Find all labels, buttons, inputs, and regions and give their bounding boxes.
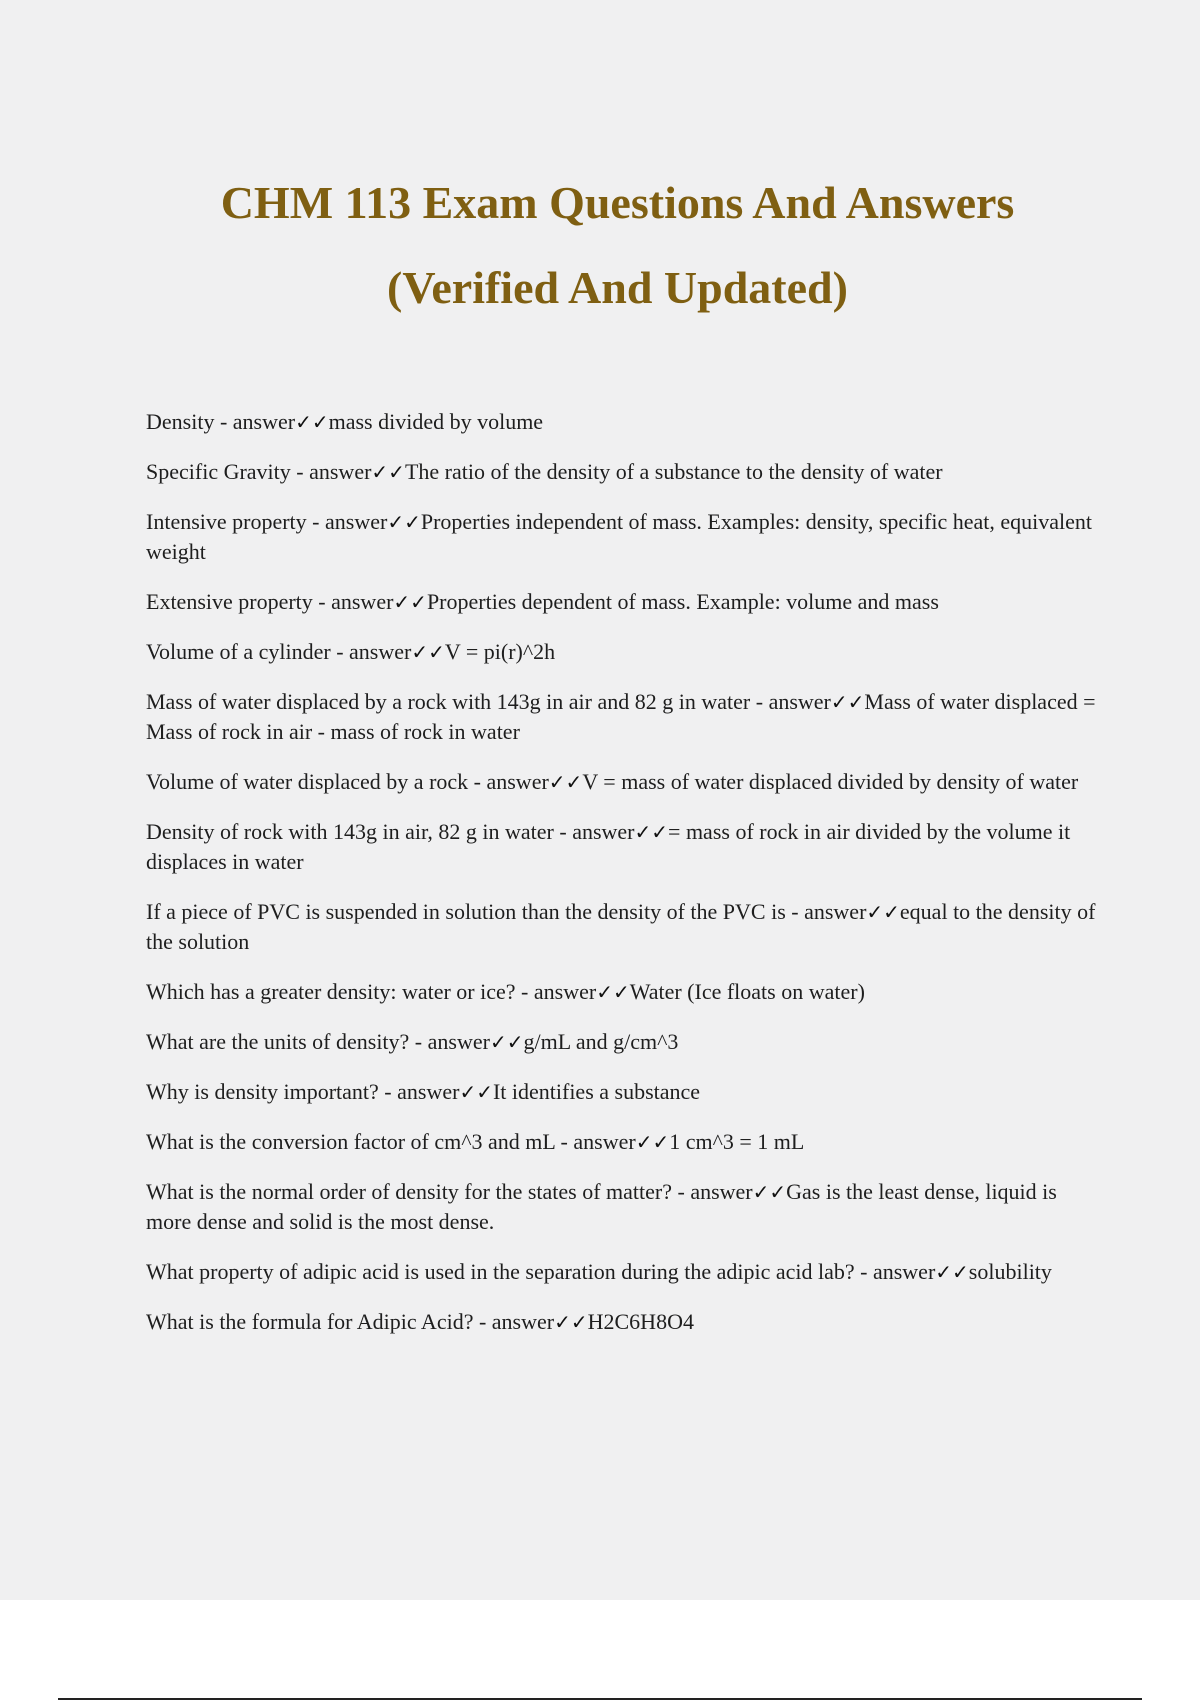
qa-item bbox=[146, 1027, 1096, 1057]
answer-label: answer bbox=[331, 589, 394, 614]
answer-label: answer bbox=[572, 819, 635, 844]
answer-text: Gas is the least dense, liquid is more dense and solid is the most dense. bbox=[146, 1179, 1057, 1234]
answer-label: answer bbox=[872, 1259, 936, 1284]
double-check-icon: ✓✓ bbox=[548, 770, 583, 794]
answer-label: answer bbox=[397, 1079, 460, 1104]
double-check-icon: ✓✓ bbox=[489, 1030, 524, 1054]
double-check-icon: ✓✓ bbox=[866, 900, 900, 924]
question-text: What is the conversion factor of cm^3 and mL - bbox=[146, 1129, 574, 1154]
answer-text: Properties dependent of mass. Example: volume and mass bbox=[426, 589, 939, 614]
answer-text: = mass of rock in air divided by the volume it displaces in water bbox=[146, 819, 1071, 874]
qa-item bbox=[146, 507, 1096, 567]
double-check-icon: ✓✓ bbox=[371, 460, 405, 484]
question-text: Density - bbox=[146, 409, 233, 434]
double-check-icon: ✓✓ bbox=[295, 410, 329, 434]
qa-item bbox=[146, 1307, 1096, 1337]
question-text: Why is density important? - bbox=[146, 1079, 398, 1104]
qa-item bbox=[146, 1127, 1096, 1157]
qa-item bbox=[146, 687, 1096, 747]
question-text: What property of adipic acid is used in the separation during the adipic acid lab? - bbox=[146, 1259, 873, 1284]
question-text: Which has a greater density: water or ice? - bbox=[146, 979, 534, 1004]
qa-list bbox=[146, 407, 1096, 1357]
qa-item bbox=[146, 407, 1096, 437]
qa-item bbox=[146, 637, 1096, 667]
double-check-icon: ✓✓ bbox=[459, 1080, 493, 1104]
answer-text: solubility bbox=[968, 1259, 1052, 1284]
document-title bbox=[0, 160, 1200, 330]
qa-item bbox=[146, 767, 1096, 797]
answer-label: answer bbox=[768, 689, 831, 714]
qa-item bbox=[146, 897, 1096, 957]
double-check-icon: ✓✓ bbox=[935, 1260, 969, 1284]
answer-text: Properties independent of mass. Examples: density, specific heat, equivalent weight bbox=[146, 509, 1093, 564]
answer-label: answer bbox=[533, 979, 597, 1004]
double-check-icon: ✓✓ bbox=[830, 690, 865, 714]
double-check-icon: ✓✓ bbox=[554, 1310, 588, 1334]
qa-item bbox=[146, 457, 1096, 487]
question-text: What is the normal order of density for the states of matter? - bbox=[146, 1179, 691, 1204]
answer-label: answer bbox=[232, 409, 296, 434]
answer-text: equal to the density of the solution bbox=[146, 899, 1096, 954]
answer-label: answer bbox=[690, 1179, 753, 1204]
question-text: Volume of a cylinder - bbox=[146, 639, 350, 664]
answer-text: It identifies a substance bbox=[492, 1079, 701, 1104]
answer-label: answer bbox=[804, 899, 867, 924]
answer-label: answer bbox=[427, 1029, 490, 1054]
answer-label: answer bbox=[573, 1129, 636, 1154]
answer-label: answer bbox=[325, 509, 388, 534]
double-check-icon: ✓✓ bbox=[635, 1130, 670, 1154]
answer-text: H2C6H8O4 bbox=[587, 1309, 694, 1334]
double-check-icon: ✓✓ bbox=[411, 640, 445, 664]
question-text: Extensive property - bbox=[146, 589, 332, 614]
qa-item bbox=[146, 587, 1096, 617]
title-line-1: CHM 113 Exam Questions And Answers bbox=[220, 177, 1015, 228]
question-text: Density of rock with 143g in air, 82 g in water - bbox=[146, 819, 573, 844]
question-text: What are the units of density? - bbox=[146, 1029, 428, 1054]
answer-text: V = mass of water displaced divided by density of water bbox=[582, 769, 1079, 794]
answer-text: 1 cm^3 = 1 mL bbox=[669, 1129, 805, 1154]
question-text: Intensive property - bbox=[146, 509, 325, 534]
question-text: Mass of water displaced by a rock with 143g in air and 82 g in water - bbox=[146, 689, 769, 714]
answer-text: mass divided by volume bbox=[328, 409, 544, 434]
question-text: What is the formula for Adipic Acid? - bbox=[146, 1309, 492, 1334]
double-check-icon: ✓✓ bbox=[752, 1180, 787, 1204]
double-check-icon: ✓✓ bbox=[634, 820, 669, 844]
qa-item bbox=[146, 1177, 1096, 1237]
answer-label: answer bbox=[349, 639, 412, 664]
question-text: Specific Gravity - bbox=[146, 459, 310, 484]
double-check-icon: ✓✓ bbox=[393, 590, 427, 614]
answer-text: Mass of water displaced = Mass of rock in air - mass of rock in water bbox=[146, 689, 1096, 744]
answer-label: answer bbox=[309, 459, 372, 484]
answer-label: answer bbox=[486, 769, 549, 794]
double-check-icon: ✓✓ bbox=[596, 980, 630, 1004]
answer-label: answer bbox=[491, 1309, 555, 1334]
title-line-2: (Verified And Updated) bbox=[387, 262, 848, 313]
qa-item bbox=[146, 1257, 1096, 1287]
qa-item bbox=[146, 977, 1096, 1007]
qa-item bbox=[146, 817, 1096, 877]
answer-text: The ratio of the density of a substance to the density of water bbox=[404, 459, 943, 484]
question-text: Volume of water displaced by a rock - bbox=[146, 769, 487, 794]
answer-text: g/mL and g/cm^3 bbox=[523, 1029, 679, 1054]
question-text: If a piece of PVC is suspended in solution than the density of the PVC is - bbox=[146, 899, 805, 924]
double-check-icon: ✓✓ bbox=[387, 510, 421, 534]
qa-item bbox=[146, 1077, 1096, 1107]
answer-text: V = pi(r)^2h bbox=[444, 639, 556, 664]
answer-text: Water (Ice floats on water) bbox=[629, 979, 865, 1004]
